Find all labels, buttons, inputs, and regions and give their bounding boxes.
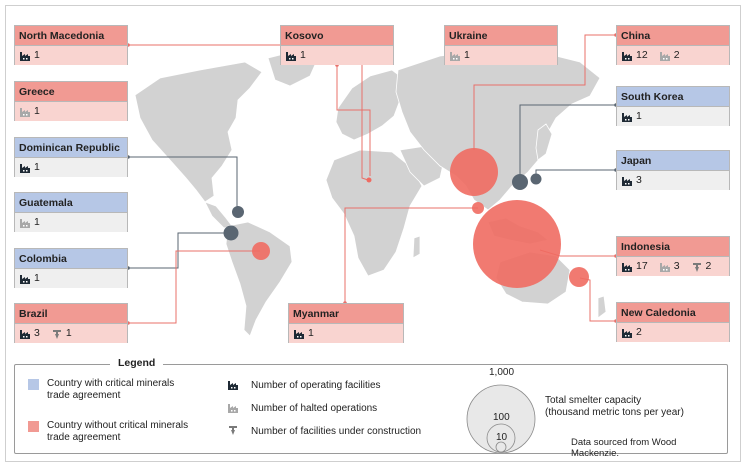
operating-count: 17 xyxy=(636,260,648,272)
construction-drill-icon xyxy=(227,424,239,436)
operating-factory-icon xyxy=(19,328,31,340)
halted-count: 2 xyxy=(673,49,680,61)
country-name: New Caledonia xyxy=(617,303,729,323)
country-stats xyxy=(15,269,127,288)
land-masses xyxy=(135,50,606,336)
no-agreement-swatch xyxy=(28,421,39,432)
country-name: South Korea xyxy=(617,87,729,107)
country-stats xyxy=(281,46,393,65)
country-stats xyxy=(617,257,729,276)
country-name: China xyxy=(617,26,729,46)
country-name: Kosovo xyxy=(281,26,393,46)
operating-factory-icon xyxy=(293,328,305,340)
no-agreement-label: Country without critical minerals trade agreement xyxy=(47,420,189,443)
country-name: Indonesia xyxy=(617,237,729,257)
country-name: Dominican Republic xyxy=(15,138,127,158)
country-card-brazil xyxy=(14,303,128,343)
bubble-south-korea xyxy=(512,174,528,190)
operating-factory-icon xyxy=(621,111,633,123)
construction-count: 2 xyxy=(705,260,712,272)
country-card-south-korea xyxy=(616,86,730,126)
land-asia xyxy=(396,50,600,210)
country-name: Colombia xyxy=(15,249,127,269)
halted-factory-icon xyxy=(19,106,31,118)
construction-drill-icon xyxy=(51,328,63,340)
country-stats xyxy=(15,158,127,177)
operating-factory-icon xyxy=(621,327,633,339)
operating-factory-icon xyxy=(621,261,633,273)
bubble-china xyxy=(450,148,498,196)
country-name: Ukraine xyxy=(445,26,557,46)
country-card-china xyxy=(616,25,730,65)
operating-count: 12 xyxy=(636,49,648,61)
country-card-myanmar xyxy=(288,303,404,343)
halted-count: 3 xyxy=(673,260,680,272)
operating-count: 1 xyxy=(34,49,40,61)
source-note: Data sourced from Wood Mackenzie. xyxy=(571,437,677,459)
country-card-north-macedonia xyxy=(14,25,128,65)
halted-count: 1 xyxy=(34,105,40,117)
leader-japan xyxy=(536,170,616,178)
country-card-guatemala xyxy=(14,192,128,232)
legend-title: Legend xyxy=(110,357,163,369)
operating-factory-icon xyxy=(19,273,31,285)
scale-label-100: 100 xyxy=(493,412,510,423)
bubble-myanmar xyxy=(472,202,484,214)
country-card-colombia xyxy=(14,248,128,288)
country-stats xyxy=(445,46,557,65)
country-card-japan xyxy=(616,150,730,190)
country-card-ukraine xyxy=(444,25,558,65)
construction-drill-icon xyxy=(691,261,703,273)
construction-count: 1 xyxy=(65,327,72,339)
land-north-america xyxy=(135,62,262,202)
halted-factory-icon xyxy=(449,50,461,62)
country-stats xyxy=(15,102,127,121)
operating-factory-icon xyxy=(19,162,31,174)
country-card-indonesia xyxy=(616,236,730,276)
halted-factory-icon xyxy=(659,50,671,62)
construction-label: Number of facilities under construction xyxy=(251,426,422,437)
bubble-japan xyxy=(531,174,542,185)
operating-factory-icon xyxy=(285,50,297,62)
land-africa xyxy=(326,150,422,276)
country-card-kosovo xyxy=(280,25,394,65)
agreement-label: Country with critical minerals trade agreement xyxy=(47,378,175,401)
country-stats xyxy=(289,324,403,343)
halted-count: 1 xyxy=(464,49,470,61)
capacity-label-2: (thousand metric tons per year) xyxy=(545,407,684,418)
halted-count: 1 xyxy=(34,216,40,228)
operating-count: 1 xyxy=(34,161,40,173)
country-stats xyxy=(617,46,729,65)
country-name: Brazil xyxy=(15,304,127,324)
bubble-brazil xyxy=(252,242,270,260)
operating-count: 2 xyxy=(636,326,642,338)
scale-label-1000: 1,000 xyxy=(489,367,515,378)
operating-factory-icon xyxy=(621,175,633,187)
operating-factory-icon xyxy=(19,50,31,62)
country-name: Japan xyxy=(617,151,729,171)
country-name: Guatemala xyxy=(15,193,127,213)
country-name: North Macedonia xyxy=(15,26,127,46)
country-stats xyxy=(15,324,127,343)
capacity-label-1: Total smelter capacity xyxy=(545,395,642,406)
operating-count: 3 xyxy=(34,327,40,339)
operating-count: 1 xyxy=(636,110,642,122)
operating-count: 1 xyxy=(34,272,40,284)
land-new-zealand xyxy=(598,296,606,318)
country-stats xyxy=(617,107,729,126)
bubble-north-macedonia xyxy=(367,178,372,183)
operating-label: Number of operating facilities xyxy=(251,380,381,391)
country-card-greece xyxy=(14,81,128,121)
operating-factory-icon xyxy=(621,50,633,62)
halted-factory-icon xyxy=(227,402,239,414)
halted-label: Number of halted operations xyxy=(251,403,378,414)
operating-factory-icon xyxy=(227,379,239,391)
country-name: Greece xyxy=(15,82,127,102)
country-card-dominican-republic xyxy=(14,137,128,177)
bubble-colombia xyxy=(224,226,239,241)
country-card-new-caledonia xyxy=(616,302,730,342)
country-stats xyxy=(617,171,729,190)
operating-count: 3 xyxy=(636,174,642,186)
bubble-indonesia xyxy=(473,200,561,288)
scale-label-10: 10 xyxy=(496,432,508,443)
agreement-swatch xyxy=(28,379,39,390)
halted-factory-icon xyxy=(19,217,31,229)
bubble-new-caledonia xyxy=(569,267,589,287)
land-central-america xyxy=(205,202,232,228)
country-stats xyxy=(15,46,127,65)
operating-count: 1 xyxy=(300,49,306,61)
bubble-dominican-republic xyxy=(232,206,244,218)
country-stats xyxy=(15,213,127,232)
land-madagascar xyxy=(413,236,420,258)
country-stats xyxy=(617,323,729,342)
land-japan xyxy=(536,124,552,160)
land-south-america xyxy=(226,222,292,336)
operating-count: 1 xyxy=(308,327,314,339)
legend xyxy=(14,357,728,459)
country-name: Myanmar xyxy=(289,304,403,324)
halted-factory-icon xyxy=(659,261,671,273)
